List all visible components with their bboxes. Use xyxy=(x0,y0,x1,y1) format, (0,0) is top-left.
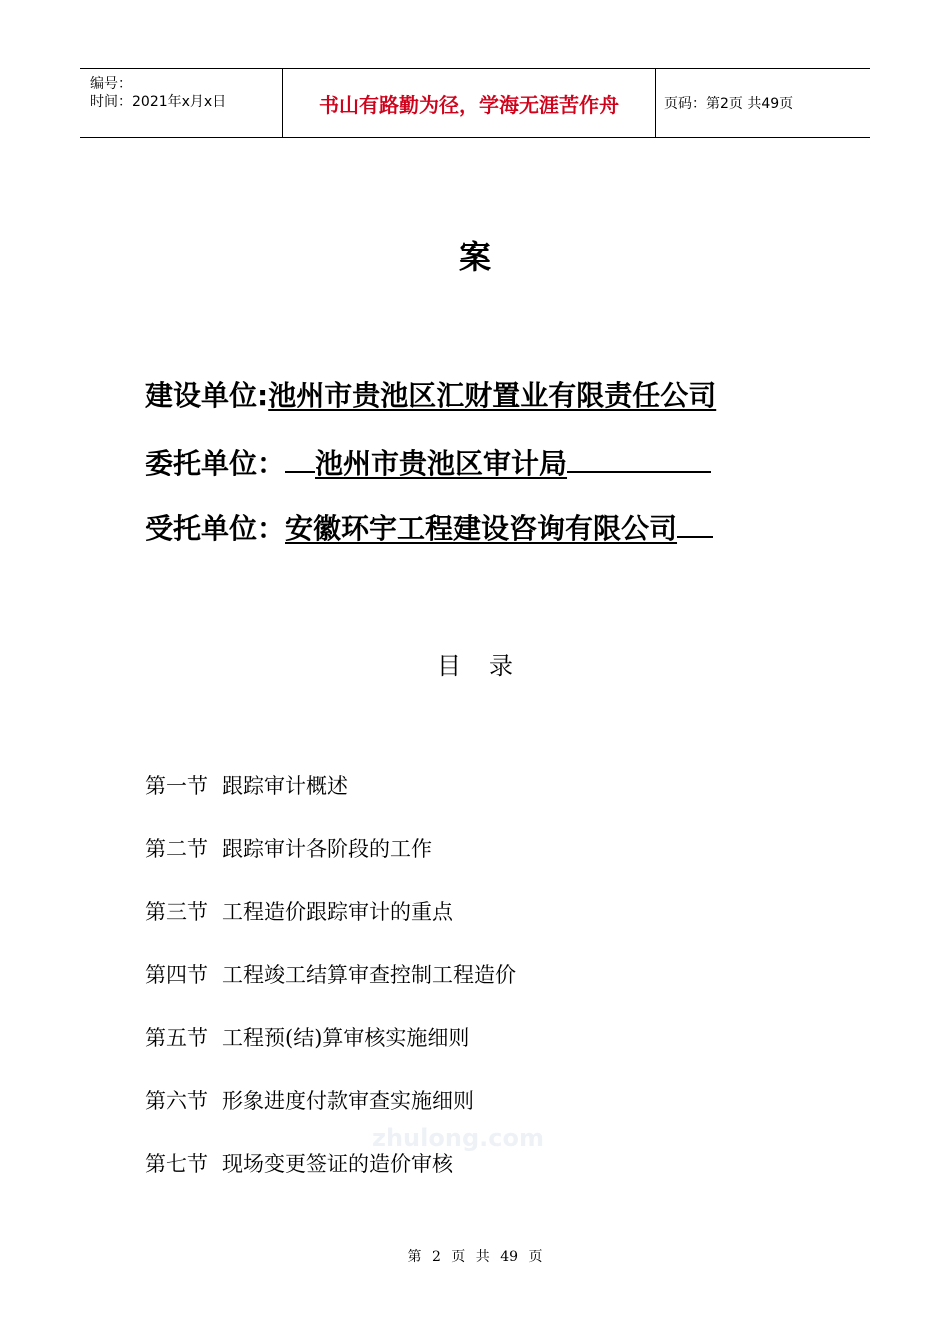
page-footer: 第 2 页 共 49 页 xyxy=(407,1249,543,1265)
underline-blank xyxy=(567,470,711,473)
toc-section: 第一节 xyxy=(145,774,208,798)
underline-blank xyxy=(285,470,315,473)
build-unit-value: 池州市贵池区汇财置业有限责任公司 xyxy=(268,379,717,412)
toc-text: 工程造价跟踪审计的重点 xyxy=(222,900,453,924)
toc-title: 目录 xyxy=(437,652,541,680)
toc-section: 第七节 xyxy=(145,1152,208,1176)
header-page-info: 页码：第2页 共49页 xyxy=(664,96,794,112)
toc-text: 形象进度付款审查实施细则 xyxy=(222,1089,474,1113)
toc-text: 工程预(结)算审核实施细则 xyxy=(222,1026,470,1050)
toc-item[interactable] xyxy=(145,833,516,896)
entrust-unit-line xyxy=(145,442,711,482)
entrust-unit-label: 委托单位： xyxy=(145,447,286,480)
toc-text: 跟踪审计概述 xyxy=(222,774,348,798)
toc-item[interactable] xyxy=(145,770,516,833)
entrusted-unit-label: 受托单位： xyxy=(145,512,286,545)
entrusted-unit-value: 安徽环宇工程建设咨询有限公司 xyxy=(285,512,678,545)
toc-text: 工程竣工结算审查控制工程造价 xyxy=(222,963,516,987)
header-meta-cell xyxy=(80,69,283,137)
toc-section: 第四节 xyxy=(145,963,208,987)
build-unit-line xyxy=(145,374,716,414)
toc-text: 现场变更签证的造价审核 xyxy=(222,1152,453,1176)
header-motto: 书山有路勤为径，学海无涯苦作舟 xyxy=(283,69,656,137)
toc-section: 第三节 xyxy=(145,900,208,924)
toc-section: 第五节 xyxy=(145,1026,208,1050)
watermark: zhulong.com xyxy=(372,1124,544,1152)
entrust-unit-value: 池州市贵池区审计局 xyxy=(315,447,568,480)
toc-section: 第二节 xyxy=(145,837,208,861)
toc-item[interactable] xyxy=(145,896,516,959)
toc-text: 跟踪审计各阶段的工作 xyxy=(222,837,432,861)
toc-section: 第六节 xyxy=(145,1089,208,1113)
time-label: 时间：2021年x月x日 xyxy=(90,94,227,110)
title-fragment: 案 xyxy=(458,238,491,276)
number-label: 编号： xyxy=(90,76,132,92)
toc-item[interactable] xyxy=(145,959,516,1022)
entrusted-unit-line xyxy=(145,507,713,547)
build-unit-label: 建设单位: xyxy=(145,379,269,412)
header-table xyxy=(80,68,870,138)
toc-item[interactable] xyxy=(145,1022,516,1085)
underline-blank xyxy=(677,535,713,538)
toc-item[interactable] xyxy=(145,1148,516,1211)
